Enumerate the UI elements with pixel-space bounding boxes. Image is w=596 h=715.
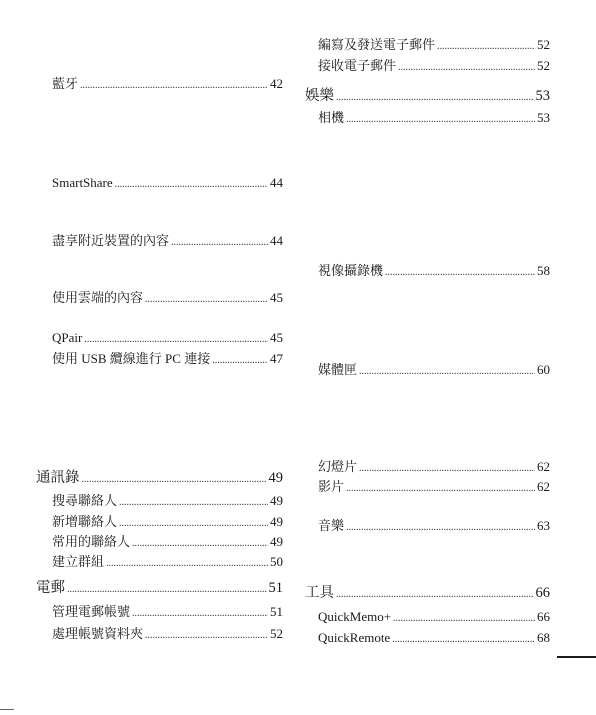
toc-section-label: 娛樂: [305, 88, 334, 104]
toc-entry-bluetooth[interactable]: [52, 76, 283, 94]
toc-entry-page: 49: [270, 514, 283, 529]
toc-entry-music[interactable]: [318, 518, 550, 536]
toc-entry-smartshare[interactable]: [52, 175, 283, 193]
toc-entry-page: 45: [270, 290, 283, 305]
toc-section-email[interactable]: [36, 580, 283, 598]
toc-entry-page: 44: [270, 233, 283, 248]
toc-leader-dots: [132, 606, 268, 622]
toc-section-tools[interactable]: [305, 585, 550, 603]
toc-entry-search-contacts[interactable]: [52, 493, 283, 511]
toc-leader-dots: [145, 292, 268, 308]
toc-entry-cloud-content[interactable]: [52, 290, 283, 308]
toc-entry-camera[interactable]: [318, 110, 550, 128]
toc-leader-dots: [392, 632, 535, 648]
toc-entry-label: 幻燈片: [318, 459, 358, 474]
toc-entry-label: QuickRemote: [318, 630, 391, 645]
toc-entry-page: 58: [537, 263, 550, 278]
toc-entry-page: 52: [537, 58, 550, 73]
toc-section-page: 53: [535, 88, 550, 104]
toc-entry-page: 51: [270, 604, 283, 619]
toc-entry-page: 44: [270, 175, 283, 190]
toc-entry-videos[interactable]: [318, 479, 550, 497]
toc-entry-nearby-content[interactable]: [52, 233, 283, 251]
toc-entry-label: 接收電子郵件: [318, 58, 397, 73]
toc-entry-label: 搜尋聯絡人: [52, 493, 118, 508]
toc-entry-page: 62: [537, 459, 550, 474]
toc-entry-compose-email[interactable]: [318, 37, 550, 55]
toc-entry-page: 52: [537, 37, 550, 52]
toc-entry-gallery[interactable]: [318, 362, 550, 380]
toc-entry-label: 使用雲端的內容: [52, 290, 144, 305]
toc-entry-page: 45: [270, 330, 283, 345]
toc-entry-label: 新增聯絡人: [52, 514, 118, 529]
toc-leader-dots: [359, 461, 535, 477]
toc-entry-video-camera[interactable]: [318, 263, 550, 281]
toc-entry-page: 47: [270, 351, 283, 366]
toc-entry-account-folders[interactable]: [52, 626, 283, 644]
footer-rule: [557, 656, 596, 658]
toc-section-label: 通訊錄: [36, 470, 80, 486]
toc-leader-dots: [145, 628, 268, 644]
toc-entry-page: 53: [537, 110, 550, 125]
toc-leader-dots: [119, 516, 268, 532]
toc-leader-dots: [84, 332, 268, 348]
toc-leader-dots: [393, 611, 535, 627]
toc-leader-dots: [385, 265, 535, 281]
toc-leader-dots: [437, 39, 535, 55]
toc-section-page: 51: [268, 580, 283, 596]
toc-entry-usb-pc[interactable]: [52, 351, 283, 369]
toc-entry-label: 使用 USB 纜線進行 PC 連接: [52, 351, 211, 366]
toc-leader-dots: [115, 177, 268, 193]
toc-leader-dots: [212, 353, 268, 369]
toc-entry-page: 68: [537, 630, 550, 645]
toc-leader-dots: [346, 112, 535, 128]
toc-leader-dots: [67, 582, 267, 598]
toc-section-entertainment[interactable]: [305, 88, 550, 106]
toc-entry-label: 影片: [318, 479, 345, 494]
corner-mark: [0, 709, 14, 710]
toc-leader-dots: [132, 536, 268, 552]
toc-entry-label: 盡享附近裝置的內容: [52, 233, 170, 248]
toc-leader-dots: [346, 481, 535, 497]
toc-entry-label: 音樂: [318, 518, 345, 533]
toc-section-label: 工具: [305, 585, 334, 601]
toc-entry-page: 62: [537, 479, 550, 494]
toc-leader-dots: [336, 90, 534, 106]
toc-section-page: 66: [535, 585, 550, 601]
toc-entry-label: 藍牙: [52, 76, 79, 91]
toc-entry-label: 媒體匣: [318, 362, 358, 377]
toc-entry-label: 管理電郵帳號: [52, 604, 131, 619]
toc-entry-page: 63: [537, 518, 550, 533]
toc-entry-label: QPair: [52, 330, 83, 345]
toc-entry-label: 編寫及發送電子郵件: [318, 37, 436, 52]
toc-entry-label: 建立群組: [52, 554, 105, 569]
toc-leader-dots: [82, 472, 267, 488]
toc-section-page: 49: [268, 470, 283, 486]
toc-entry-quickremote[interactable]: [318, 630, 550, 648]
toc-entry-label: QuickMemo+: [318, 609, 392, 624]
toc-leader-dots: [398, 60, 535, 76]
toc-entry-receive-email[interactable]: [318, 58, 550, 76]
toc-leader-dots: [336, 587, 534, 603]
toc-leader-dots: [171, 235, 268, 251]
toc-leader-dots: [359, 364, 535, 380]
toc-entry-page: 49: [270, 493, 283, 508]
toc-entry-qpair[interactable]: [52, 330, 283, 348]
toc-entry-label: 相機: [318, 110, 345, 125]
toc-section-label: 電郵: [36, 580, 65, 596]
toc-leader-dots: [80, 78, 268, 94]
toc-entry-label: 處理帳號資料夾: [52, 626, 144, 641]
toc-entry-label: 常用的聯絡人: [52, 534, 131, 549]
toc-entry-manage-email-accounts[interactable]: [52, 604, 283, 622]
toc-leader-dots: [346, 520, 535, 536]
toc-leader-dots: [106, 556, 268, 572]
toc-entry-page: 60: [537, 362, 550, 377]
toc-entry-create-group[interactable]: [52, 554, 283, 572]
toc-entry-page: 49: [270, 534, 283, 549]
toc-entry-favourite-contacts[interactable]: [52, 534, 283, 552]
toc-entry-quickmemo[interactable]: [318, 609, 550, 627]
toc-entry-label: SmartShare: [52, 175, 113, 190]
toc-leader-dots: [119, 495, 268, 511]
toc-entry-page: 42: [270, 76, 283, 91]
toc-entry-page: 52: [270, 626, 283, 641]
toc-section-contacts[interactable]: [36, 470, 283, 488]
toc-entry-add-contact[interactable]: [52, 514, 283, 532]
toc-entry-label: 視像攝錄機: [318, 263, 384, 278]
toc-entry-page: 50: [270, 554, 283, 569]
toc-entry-slideshow[interactable]: [318, 459, 550, 477]
toc-entry-page: 66: [537, 609, 550, 624]
